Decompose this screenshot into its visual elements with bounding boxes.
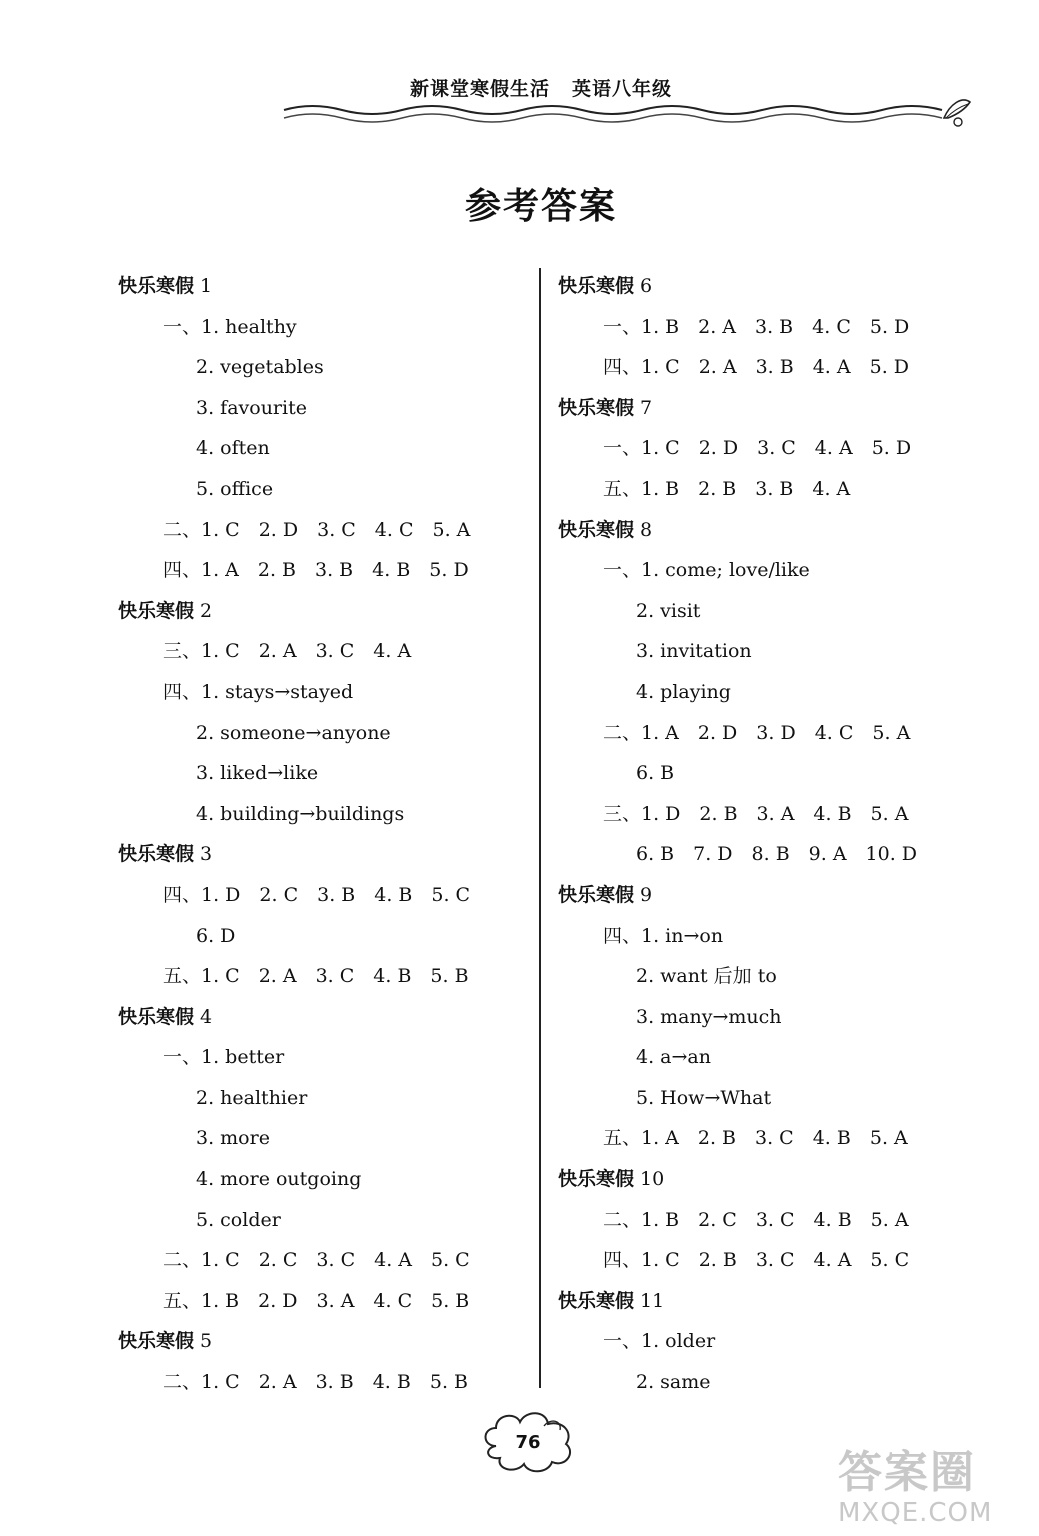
section-title xyxy=(118,997,528,1038)
answer-line: 4. a→an xyxy=(636,1046,711,1069)
answer-line: 一、1. B 2. A 3. B 4. C 5. D xyxy=(603,315,910,338)
answer-line: 6. B xyxy=(636,762,675,785)
section-title xyxy=(558,510,978,551)
answer-line: 4. building→buildings xyxy=(196,802,405,825)
answer-line: 一、1. healthy xyxy=(163,315,297,338)
section-title xyxy=(558,388,978,429)
watermark-bottom: MXQE.COM xyxy=(838,1498,993,1528)
section-label: 快乐寒假 xyxy=(558,518,635,541)
section-label: 快乐寒假 xyxy=(558,1289,635,1312)
page-number: 76 xyxy=(515,1432,541,1453)
section-number: 9 xyxy=(640,883,653,906)
answer-line: 二、1. C 2. A 3. B 4. B 5. B xyxy=(163,1371,468,1394)
answer-line: 五、1. B 2. B 3. B 4. A xyxy=(603,477,851,500)
section-number: 2 xyxy=(200,599,213,622)
answer-line: 一、1. come; love/like xyxy=(603,559,810,582)
answer-line: 五、1. B 2. D 3. A 4. C 5. B xyxy=(163,1289,470,1312)
answer-line: 5. office xyxy=(196,477,274,500)
answer-line: 一、1. older xyxy=(603,1330,716,1353)
section-title xyxy=(558,1281,978,1322)
answer-line: 四、1. C 2. B 3. C 4. A 5. C xyxy=(603,1249,910,1272)
section-title xyxy=(558,1159,978,1200)
answer-line: 4. more outgoing xyxy=(196,1168,362,1191)
section-label: 快乐寒假 xyxy=(558,1168,635,1191)
answer-line: 三、1. C 2. A 3. C 4. A xyxy=(163,640,412,663)
answer-line: 四、1. stays→stayed xyxy=(163,680,354,703)
page-number-badge xyxy=(478,1406,578,1476)
section-number: 10 xyxy=(640,1168,665,1191)
answer-line: 6. D xyxy=(196,924,236,947)
section-title xyxy=(118,266,528,307)
book-title: 新课堂寒假生活 xyxy=(410,78,551,100)
section-title xyxy=(118,591,528,632)
answer-line: 2. vegetables xyxy=(196,356,324,379)
answer-line: 一、1. C 2. D 3. C 4. A 5. D xyxy=(603,437,912,460)
answer-line: 5. colder xyxy=(196,1208,281,1231)
answer-line: 五、1. C 2. A 3. C 4. B 5. B xyxy=(163,965,469,988)
answer-line: 6. B 7. D 8. B 9. A 10. D xyxy=(636,843,918,866)
section-number: 11 xyxy=(640,1289,665,1312)
section-title xyxy=(558,266,978,307)
section-label: 快乐寒假 xyxy=(558,275,635,297)
book-subtitle: 英语八年级 xyxy=(572,78,673,100)
answer-line: 2. want 后加 to xyxy=(636,965,777,988)
watermark-logo xyxy=(838,1448,1034,1534)
answer-line: 3. more xyxy=(196,1127,270,1150)
answer-line: 3. many→much xyxy=(636,1005,782,1028)
section-number: 3 xyxy=(200,843,213,866)
answer-line: 四、1. in→on xyxy=(603,924,724,947)
answer-line: 一、1. better xyxy=(163,1046,285,1069)
section-label: 快乐寒假 xyxy=(118,275,195,297)
answer-line: 二、1. C 2. D 3. C 4. C 5. A xyxy=(163,518,471,541)
section-number: 5 xyxy=(200,1330,213,1353)
section-number: 8 xyxy=(640,518,653,541)
right-column xyxy=(558,266,978,1403)
section-label: 快乐寒假 xyxy=(118,599,195,622)
answer-line: 3. favourite xyxy=(196,396,307,419)
section-number: 1 xyxy=(200,275,213,297)
section-number: 6 xyxy=(640,275,653,297)
section-label: 快乐寒假 xyxy=(118,1005,195,1028)
section-label: 快乐寒假 xyxy=(118,843,195,866)
answer-line: 四、1. C 2. A 3. B 4. A 5. D xyxy=(603,356,910,379)
section-number: 4 xyxy=(200,1005,213,1028)
header-wave-decoration xyxy=(282,96,982,136)
section-label: 快乐寒假 xyxy=(118,1330,195,1353)
left-column xyxy=(118,266,528,1403)
answer-line: 四、1. D 2. C 3. B 4. B 5. C xyxy=(163,883,471,906)
watermark-top: 答案圈 xyxy=(838,1447,976,1498)
section-label: 快乐寒假 xyxy=(558,396,635,419)
section-label: 快乐寒假 xyxy=(558,883,635,906)
answer-line: 三、1. D 2. B 3. A 4. B 5. A xyxy=(603,802,909,825)
answer-line: 二、1. C 2. C 3. C 4. A 5. C xyxy=(163,1249,470,1272)
answer-line: 4. often xyxy=(196,437,270,460)
answer-line: 4. playing xyxy=(636,680,731,703)
section-number: 7 xyxy=(640,396,653,419)
answer-line: 二、1. A 2. D 3. D 4. C 5. A xyxy=(603,721,911,744)
answer-line: 2. same xyxy=(636,1371,711,1394)
section-title xyxy=(558,875,978,916)
answer-line: 四、1. A 2. B 3. B 4. B 5. D xyxy=(163,559,469,582)
answer-line: 2. visit xyxy=(636,599,701,622)
answer-line: 3. liked→like xyxy=(196,762,319,785)
section-title xyxy=(118,1321,528,1362)
answer-line: 5. How→What xyxy=(636,1086,772,1109)
answer-line: 五、1. A 2. B 3. C 4. B 5. A xyxy=(603,1127,908,1150)
leaf-icon xyxy=(944,100,970,126)
section-title xyxy=(118,834,528,875)
answer-line: 2. healthier xyxy=(196,1086,308,1109)
column-divider xyxy=(539,268,541,1388)
answer-line: 2. someone→anyone xyxy=(196,721,391,744)
answer-line: 3. invitation xyxy=(636,640,752,663)
page-title: 参考答案 xyxy=(464,186,617,227)
answer-line: 二、1. B 2. C 3. C 4. B 5. A xyxy=(603,1208,909,1231)
